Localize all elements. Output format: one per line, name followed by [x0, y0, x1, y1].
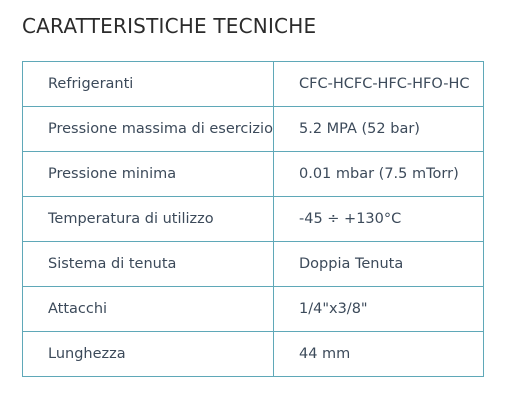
- table-row: [23, 242, 484, 287]
- spec-value-connections: 1/4"x3/8": [274, 287, 484, 332]
- spec-label-temperature: Temperatura di utilizzo: [23, 197, 274, 242]
- spec-label-refrigerants: Refrigeranti: [23, 62, 274, 107]
- specs-table: [22, 61, 484, 377]
- spec-value-min-pressure: 0.01 mbar (7.5 mTorr): [274, 152, 484, 197]
- table-row: [23, 152, 484, 197]
- table-row: [23, 62, 484, 107]
- table-row: [23, 287, 484, 332]
- spec-label-max-pressure: Pressione massima di esercizio: [23, 107, 274, 152]
- spec-label-seal-system: Sistema di tenuta: [23, 242, 274, 287]
- spec-label-length: Lunghezza: [23, 332, 274, 377]
- table-row: [23, 332, 484, 377]
- spec-value-seal-system: Doppia Tenuta: [274, 242, 484, 287]
- spec-value-temperature: -45 ÷ +130°C: [274, 197, 484, 242]
- table-row: [23, 197, 484, 242]
- table-row: [23, 107, 484, 152]
- spec-label-min-pressure: Pressione minima: [23, 152, 274, 197]
- page-title: CARATTERISTICHE TECNICHE: [22, 14, 317, 38]
- spec-value-max-pressure: 5.2 MPA (52 bar): [274, 107, 484, 152]
- spec-value-refrigerants: CFC-HCFC-HFC-HFO-HC: [274, 62, 484, 107]
- spec-value-length: 44 mm: [274, 332, 484, 377]
- spec-label-connections: Attacchi: [23, 287, 274, 332]
